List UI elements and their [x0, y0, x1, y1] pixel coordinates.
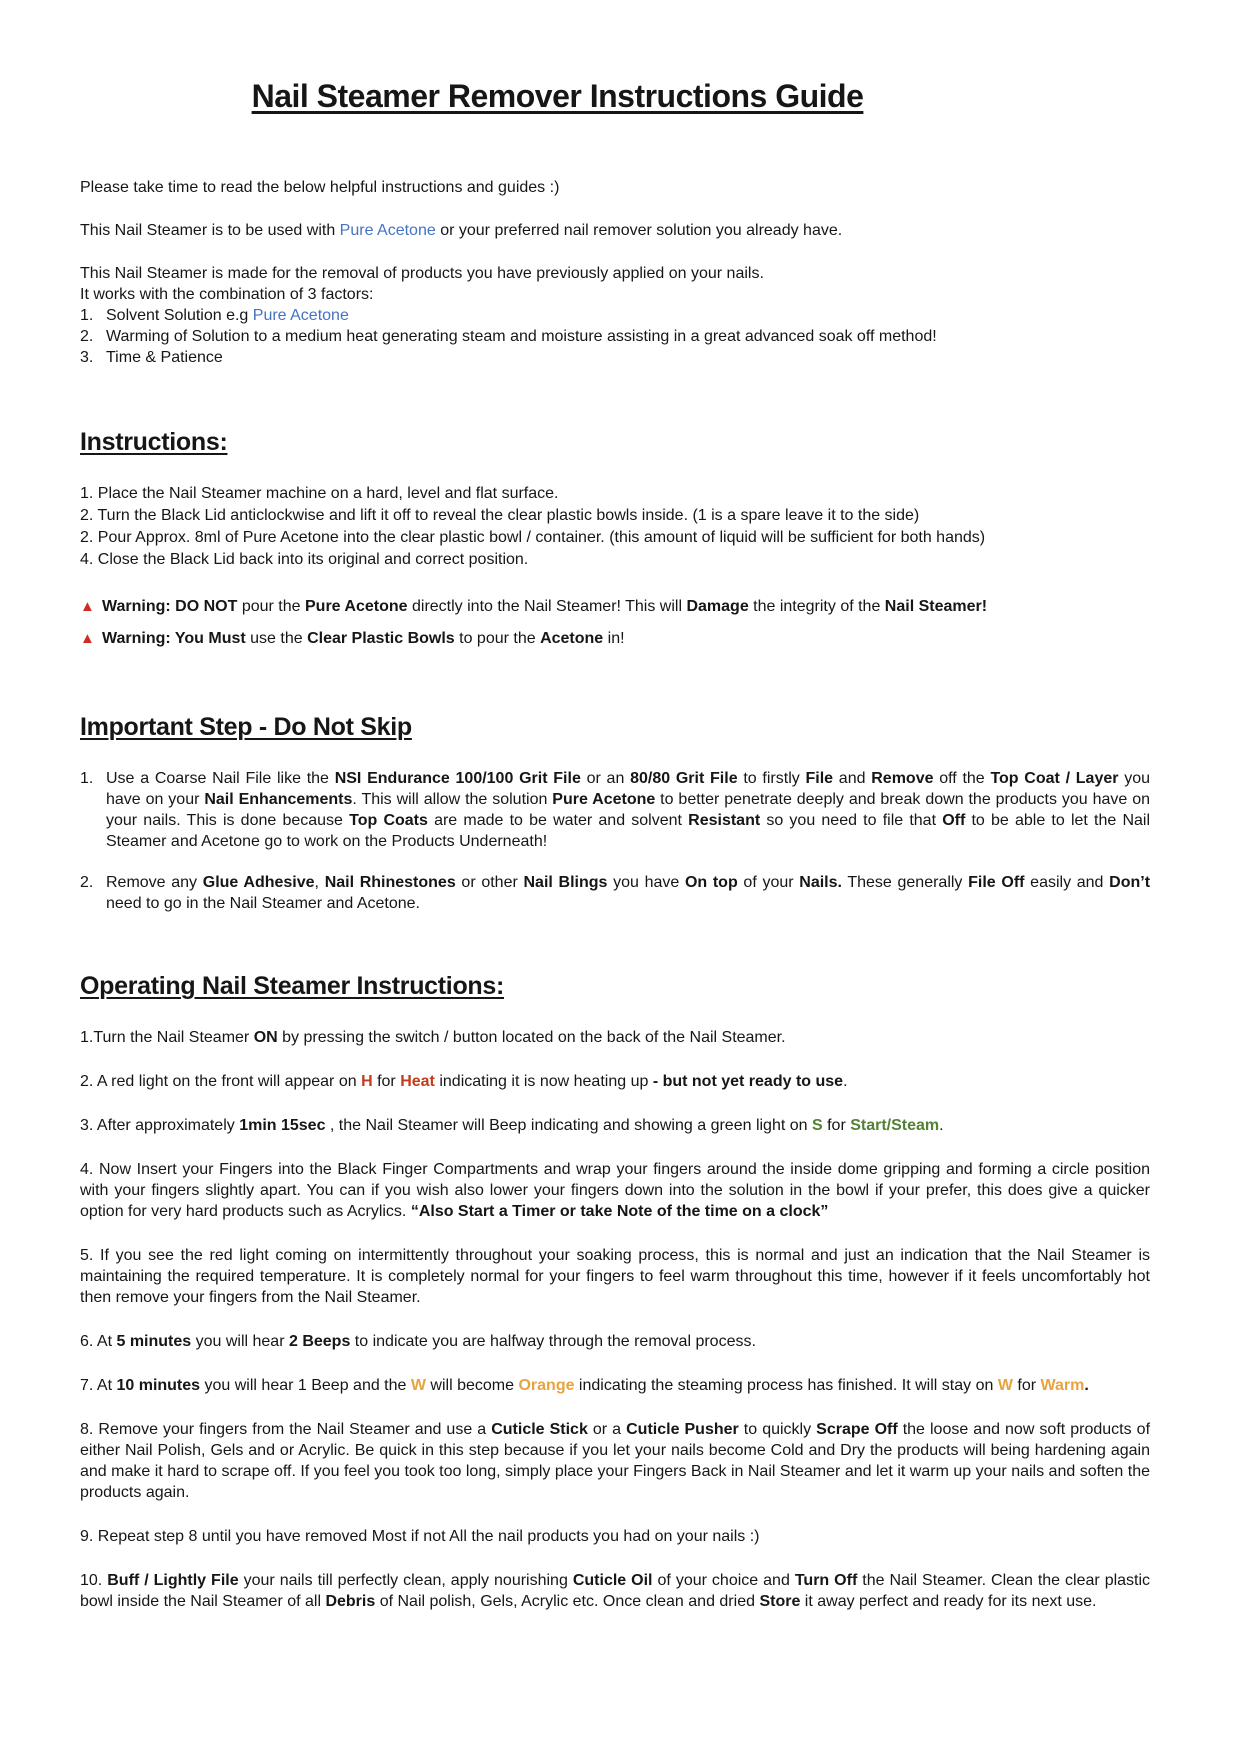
text-segment: ,	[314, 874, 325, 891]
text-segment: 1. Place the Nail Steamer machine on a hard, level and flat surface.	[80, 485, 559, 502]
warning-text	[102, 628, 1150, 649]
text-segment: 5 minutes	[116, 1333, 192, 1350]
text-segment: 2. Turn the Black Lid anticlockwise and lift it off to reveal the clear plastic bowls inside. (1 is a spare leave it to the side)	[80, 507, 920, 524]
text-segment: of Nail polish, Gels, Acrylic etc. Once clean and dried	[375, 1593, 760, 1610]
text-segment: Nail Steamer!	[884, 598, 988, 615]
text-segment: Cuticle Pusher	[626, 1421, 739, 1438]
text-segment: 6. At	[80, 1333, 117, 1350]
text-segment: Top Coats	[349, 812, 428, 829]
text-segment: This Nail Steamer is made for the removal of products you have previously applied on your nails.	[80, 265, 764, 282]
text-segment: Nail Rhinestones	[324, 874, 456, 891]
text-segment: File Off	[968, 874, 1025, 891]
text-segment: File	[805, 770, 834, 787]
text-segment: Pure Acetone	[305, 598, 408, 615]
text-segment: use the	[245, 630, 308, 647]
text-segment: Start/Steam	[850, 1117, 940, 1134]
operating-step-3	[80, 1115, 1150, 1136]
factor-item-2	[80, 326, 1150, 347]
text-segment: of your choice and	[652, 1572, 795, 1589]
instructions-list	[80, 483, 1150, 571]
text-segment: Buff / Lightly File	[107, 1572, 239, 1589]
text-segment: “Also Start a Timer or take Note of the time on a clock”	[410, 1203, 829, 1220]
text-segment: H	[361, 1073, 373, 1090]
text-segment: 10.	[80, 1572, 108, 1589]
text-segment: Solvent Solution e.g	[106, 307, 253, 324]
text-segment: Clear Plastic Bowls	[307, 630, 455, 647]
item-number: 1.	[80, 770, 94, 787]
text-segment: Top Coat / Layer	[990, 770, 1119, 787]
text-segment: directly into the Nail Steamer! This will	[407, 598, 687, 615]
text-segment: 2. Pour Approx. 8ml of Pure Acetone into the clear plastic bowl / container. (this amount of liquid will be sufficient for both hands)	[80, 529, 986, 546]
factor-number: 3.	[80, 349, 94, 366]
text-segment: 8. Remove your fingers from the Nail Steamer and use a	[80, 1421, 492, 1438]
text-segment: Store	[759, 1593, 801, 1610]
text-segment: will become	[425, 1377, 519, 1394]
text-segment: 2. A red light on the front will appear on	[80, 1073, 362, 1090]
warning-text	[102, 596, 1150, 617]
text-segment: 80/80 Grit File	[630, 770, 738, 787]
text-segment: it away perfect and ready for its next use.	[800, 1593, 1097, 1610]
text-segment: 1.Turn the Nail Steamer	[80, 1029, 254, 1046]
text-segment: to indicate you are halfway through the removal process.	[350, 1333, 756, 1350]
text-segment: Turn Off	[794, 1572, 858, 1589]
text-segment: the integrity of the	[748, 598, 885, 615]
operating-step-7	[80, 1375, 1150, 1396]
text-segment: ON	[253, 1029, 278, 1046]
instructions-step-2	[80, 505, 1150, 527]
text-segment: Use a Coarse Nail File like the	[106, 770, 335, 787]
text-segment: or your preferred nail remover solution you already have.	[435, 222, 843, 239]
text-segment: It works with the combination of 3 factors:	[80, 286, 374, 303]
text-segment: your nails till perfectly clean, apply nourishing	[238, 1572, 573, 1589]
text-segment: Off	[942, 812, 966, 829]
text-segment: S	[811, 1117, 823, 1134]
text-segment: the Nail Steamer. Clean the clear plastic bowl inside the Nail Steamer of all	[80, 1572, 1151, 1610]
text-segment: This Nail Steamer is to be used with	[80, 222, 340, 239]
text-segment: indicating the steaming process has finished. It will stay on	[574, 1377, 998, 1394]
text-segment: .	[843, 1073, 848, 1090]
text-segment: Acetone	[540, 630, 604, 647]
text-segment: NSI Endurance 100/100 Grit File	[334, 770, 581, 787]
factor-number: 2.	[80, 328, 94, 345]
text-segment: so you need to file that	[760, 812, 943, 829]
text-segment: Orange	[518, 1377, 575, 1394]
text-segment: you have	[607, 874, 685, 891]
text-segment: or an	[580, 770, 631, 787]
operating-step-5	[80, 1245, 1150, 1308]
text-segment: Nails.	[799, 874, 842, 891]
text-segment: On top	[684, 874, 738, 891]
operating-heading: Operating Nail Steamer Instructions:	[80, 972, 505, 1000]
warning-1	[80, 596, 1150, 617]
text-segment: of your	[737, 874, 800, 891]
text-segment: 9. Repeat step 8 until you have removed Most if not All the nail products you had on your nails :)	[80, 1528, 760, 1545]
text-segment: indicating it is now heating up	[434, 1073, 653, 1090]
important-item-1	[80, 768, 1150, 852]
text-segment: pour the	[237, 598, 305, 615]
text-segment: 3. After approximately	[80, 1117, 240, 1134]
text-segment: Damage	[686, 598, 749, 615]
factor-text	[106, 305, 1150, 326]
item-text	[106, 768, 1150, 852]
text-segment: or other	[455, 874, 524, 891]
warning-triangle-icon: ▲	[80, 630, 95, 647]
factor-item-3	[80, 347, 1150, 368]
operating-step-9	[80, 1526, 1150, 1547]
text-segment: or a	[587, 1421, 627, 1438]
text-segment: to quickly	[738, 1421, 817, 1438]
document-title: Nail Steamer Remover Instructions Guide	[251, 78, 864, 114]
text-segment: 7. At	[80, 1377, 117, 1394]
text-segment: Remove any	[106, 874, 203, 891]
item-number: 2.	[80, 874, 94, 891]
text-segment: for	[822, 1117, 851, 1134]
text-segment: Cuticle Stick	[491, 1421, 588, 1438]
text-segment: off the	[933, 770, 991, 787]
text-segment: W	[410, 1377, 426, 1394]
text-segment: for	[372, 1073, 401, 1090]
intro-purpose-line	[80, 263, 1150, 284]
operating-step-10	[80, 1570, 1150, 1612]
warning-triangle-icon: ▲	[80, 598, 95, 615]
text-segment: Nail Enhancements	[204, 791, 353, 808]
text-segment: to firstly	[737, 770, 806, 787]
text-segment: 4. Now Insert your Fingers into the Black Finger Compartments and wrap your fingers around the inside dome gripping and forming a circle position with your fingers slightly apart. You can if you wish also lower your fingers down into the solution in the bowl if your prefer, this does give a quicker option for very hard products such as Acrylics.	[80, 1161, 1150, 1220]
instructions-heading: Instructions:	[80, 428, 228, 456]
instructions-step-1	[80, 483, 1150, 505]
text-segment: 4. Close the Black Lid back into its original and correct position.	[80, 551, 529, 568]
text-segment: Scrape Off	[816, 1421, 898, 1438]
pure-acetone-link[interactable]: Pure Acetone	[339, 222, 436, 239]
text-segment: W	[997, 1377, 1013, 1394]
text-segment: Heat	[400, 1073, 435, 1090]
text-segment: 2 Beeps	[288, 1333, 351, 1350]
text-segment: Resistant	[688, 812, 761, 829]
text-segment: in!	[603, 630, 625, 647]
operating-step-4	[80, 1159, 1150, 1222]
text-segment: Time & Patience	[106, 349, 223, 366]
text-segment: you will hear 1 Beep and the	[200, 1377, 411, 1394]
text-segment: Pure Acetone	[552, 791, 656, 808]
text-segment: for	[1012, 1377, 1041, 1394]
text-segment: and	[833, 770, 872, 787]
operating-step-1	[80, 1027, 1150, 1048]
pure-acetone-link[interactable]: Pure Acetone	[252, 307, 349, 324]
factor-item-1	[80, 305, 1150, 326]
text-segment: by pressing the switch / button located on the back of the Nail Steamer.	[277, 1029, 786, 1046]
intro-factors-lead	[80, 284, 1150, 305]
text-segment: Warning: You Must	[102, 630, 246, 647]
text-segment: 10 minutes	[116, 1377, 201, 1394]
item-text	[106, 872, 1150, 914]
factor-text	[106, 326, 1150, 347]
factor-text	[106, 347, 1150, 368]
text-segment: need to go in the Nail Steamer and Acetone.	[106, 895, 420, 912]
text-segment: you will hear	[191, 1333, 289, 1350]
text-segment: , the Nail Steamer will Beep indicating and showing a green light on	[325, 1117, 812, 1134]
text-segment: to be able to let the Nail Steamer and Acetone go to work on the Products Underneath!	[106, 812, 1151, 850]
text-segment: Cuticle Oil	[572, 1572, 653, 1589]
text-segment: to better penetrate deeply and break down the products you have on your nails. This is done because	[106, 791, 1151, 829]
text-segment: easily and	[1024, 874, 1110, 891]
text-segment: 5. If you see the red light coming on intermittently throughout your soaking process, this is normal and just an indication that the Nail Steamer is maintaining the required temperature. It is completely normal for your fingers to feel warm throughout this time, however if it feels uncomfortably hot then remove your fingers from the Nail Steamer.	[80, 1247, 1150, 1306]
text-segment: Debris	[325, 1593, 376, 1610]
text-segment: Glue Adhesive	[202, 874, 315, 891]
text-segment: .	[939, 1117, 944, 1134]
intro-factors-block	[80, 263, 1150, 368]
text-segment: Warning: DO NOT	[102, 598, 238, 615]
text-segment: 1min 15sec	[239, 1117, 326, 1134]
text-segment: These generally	[841, 874, 969, 891]
text-segment: to pour the	[454, 630, 541, 647]
text-segment: the loose and now soft products of either Nail Polish, Gels and or Acrylic. Be quick in this step because if you let your nails become Cold and Dry the products will being hardening again and make it hard to scrape off. If you feel you took too long, simply place your Fingers Back in Nail Steamer and let it warm up your nails and soften the products again.	[80, 1421, 1151, 1501]
intro-note	[80, 177, 1150, 198]
operating-step-6	[80, 1331, 1150, 1352]
text-segment: Remove	[871, 770, 934, 787]
text-segment: Warming of Solution to a medium heat generating steam and moisture assisting in a great advanced soak off method!	[106, 328, 937, 345]
operating-step-8	[80, 1419, 1150, 1503]
intro-usage	[80, 220, 1150, 241]
instructions-step-3	[80, 527, 1150, 549]
operating-step-2	[80, 1071, 1150, 1092]
instructions-step-4	[80, 549, 1150, 571]
text-segment: Please take time to read the below helpful instructions and guides :)	[80, 179, 560, 196]
text-segment: Nail Blings	[523, 874, 608, 891]
factor-number: 1.	[80, 307, 94, 324]
important-item-2	[80, 872, 1150, 914]
text-segment: Don’t	[1109, 874, 1151, 891]
text-segment: . This will allow the solution	[352, 791, 553, 808]
text-segment: you have on your	[106, 770, 1151, 808]
text-segment: Warm	[1040, 1377, 1085, 1394]
text-segment: - but not yet ready to use	[652, 1073, 844, 1090]
warning-2	[80, 628, 1150, 649]
important-step-heading: Important Step - Do Not Skip	[80, 713, 412, 741]
text-segment: .	[1084, 1377, 1089, 1394]
text-segment: are made to be water and solvent	[427, 812, 689, 829]
